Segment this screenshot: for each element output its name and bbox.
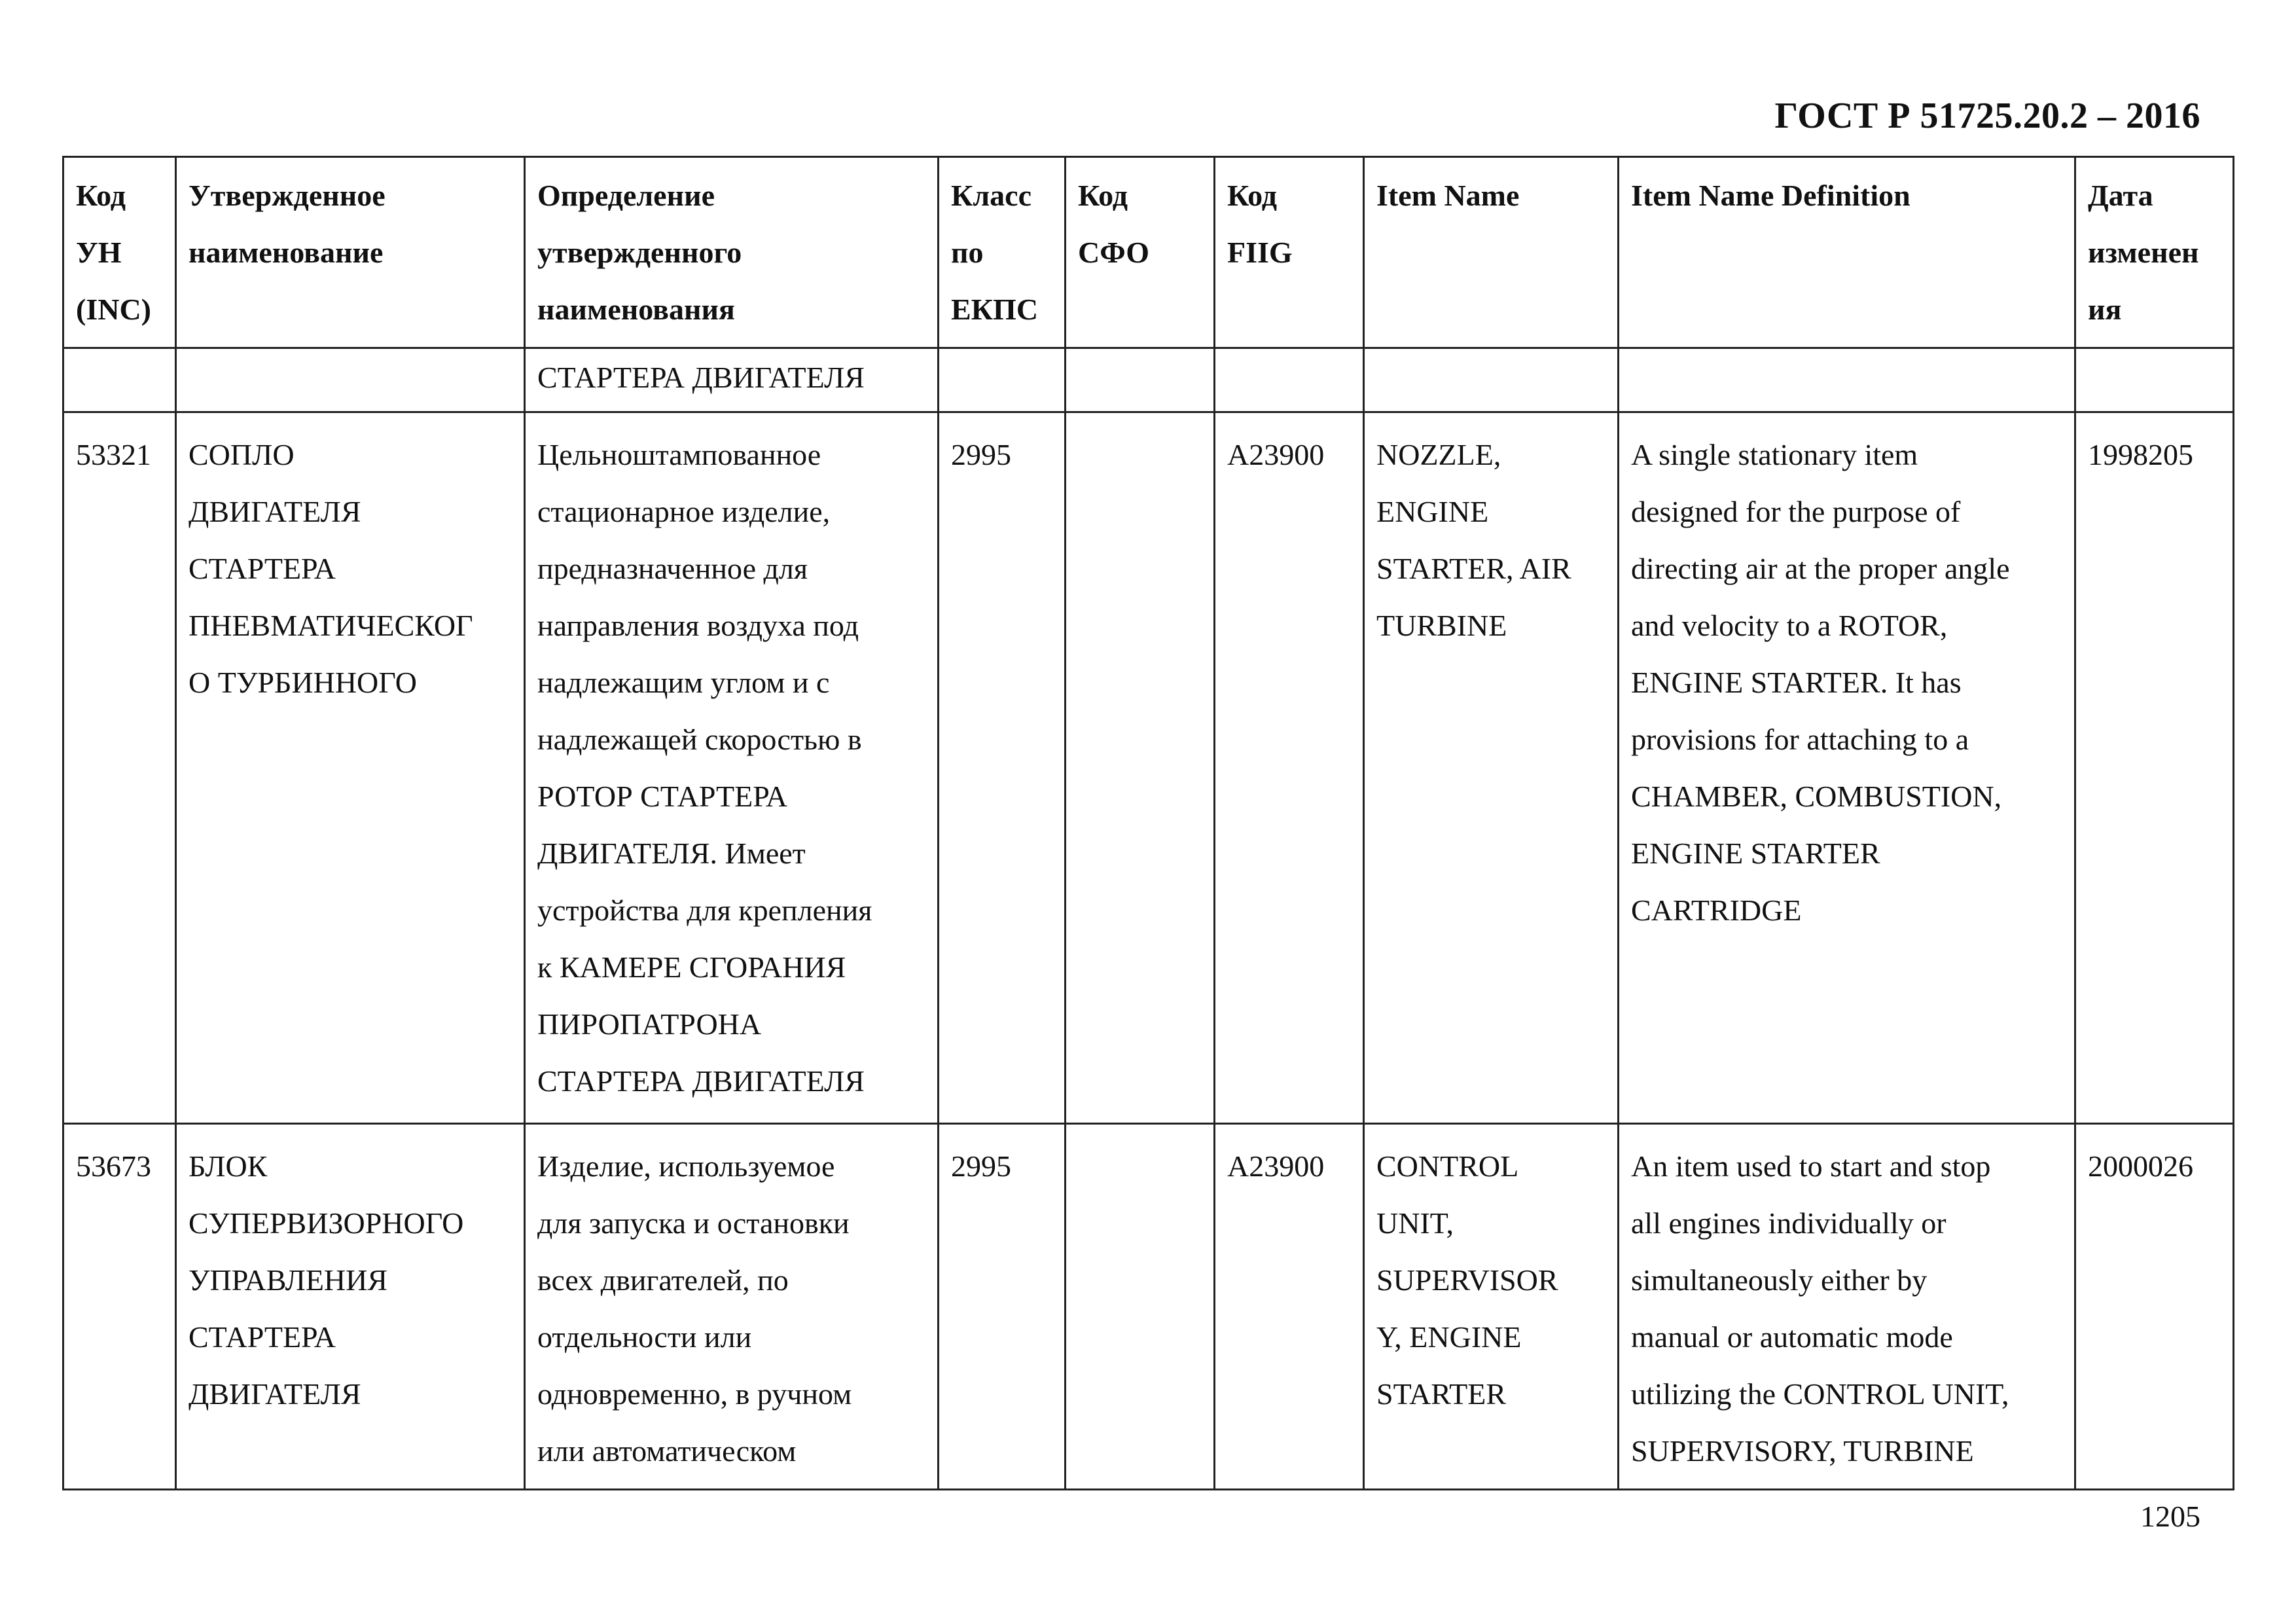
table-row [63, 412, 2234, 1124]
cell-sfo [1066, 1124, 1215, 1490]
header-change-date: Дата изменен ия [2075, 157, 2234, 348]
cell-item-name: CONTROL UNIT, SUPERVISOR Y, ENGINE STARTER [1364, 1124, 1619, 1490]
table-row [63, 1124, 2234, 1490]
cell-name [176, 348, 525, 412]
cell-sfo [1066, 348, 1215, 412]
header-sfo-code: Код СФО [1066, 157, 1215, 348]
cell-ekps: 2995 [939, 1124, 1066, 1490]
table-header-row [63, 157, 2234, 348]
header-item-name-definition: Item Name Definition [1619, 157, 2075, 348]
gost-table [62, 156, 2234, 1490]
cell-date: 2000026 [2075, 1124, 2234, 1490]
page-number: 1205 [2140, 1500, 2200, 1533]
cell-definition: Цельноштампованное стационарное изделие, предназначенное для направления воздуха под надлежащим углом и с надлежащей скоростью в РОТОР СТАРТЕРА ДВИГАТЕЛЯ. Имеет устройства для крепления к КАМЕРЕ СГОРАНИЯ ПИРОПАТРОНА СТАРТЕРА ДВИГАТЕЛЯ [525, 412, 939, 1124]
cell-fiig [1215, 348, 1364, 412]
header-definition: Определение утвержденного наименования [525, 157, 939, 348]
cell-inc: 53673 [63, 1124, 176, 1490]
cell-item-def [1619, 348, 2075, 412]
header-inc: Код УН (INC) [63, 157, 176, 348]
cell-item-name: NOZZLE, ENGINE STARTER, AIR TURBINE [1364, 412, 1619, 1124]
cell-ekps: 2995 [939, 412, 1066, 1124]
cell-sfo [1066, 412, 1215, 1124]
cell-item-def: An item used to start and stop all engines individually or simultaneously either by manual or automatic mode utilizing the CONTROL UNIT, SUPERVISORY, TURBINE [1619, 1124, 2075, 1490]
cell-item-name [1364, 348, 1619, 412]
cell-fiig: A23900 [1215, 1124, 1364, 1490]
header-fiig-code: Код FIIG [1215, 157, 1364, 348]
header-item-name: Item Name [1364, 157, 1619, 348]
header-approved-name: Утвержденное наименование [176, 157, 525, 348]
cell-fiig: A23900 [1215, 412, 1364, 1124]
table-row-continuation [63, 348, 2234, 412]
header-ekps-class: Класс по ЕКПС [939, 157, 1066, 348]
cell-definition: СТАРТЕРА ДВИГАТЕЛЯ [525, 348, 939, 412]
cell-date [2075, 348, 2234, 412]
document-standard-header: ГОСТ Р 51725.20.2 – 2016 [1774, 96, 2200, 136]
cell-inc [63, 348, 176, 412]
cell-name: БЛОК СУПЕРВИЗОРНОГО УПРАВЛЕНИЯ СТАРТЕРА ДВИГАТЕЛЯ [176, 1124, 525, 1490]
cell-ekps [939, 348, 1066, 412]
cell-inc: 53321 [63, 412, 176, 1124]
cell-name: СОПЛО ДВИГАТЕЛЯ СТАРТЕРА ПНЕВМАТИЧЕСКОГ О ТУРБИННОГО [176, 412, 525, 1124]
cell-item-def: A single stationary item designed for the purpose of directing air at the proper angle and velocity to a ROTOR, ENGINE STARTER. It has provisions for attaching to a CHAMBER, COMBUSTION, ENGINE STARTER CARTRIDGE [1619, 412, 2075, 1124]
cell-date: 1998205 [2075, 412, 2234, 1124]
cell-definition: Изделие, используемое для запуска и остановки всех двигателей, по отдельности или одновременно, в ручном или автоматическом [525, 1124, 939, 1490]
